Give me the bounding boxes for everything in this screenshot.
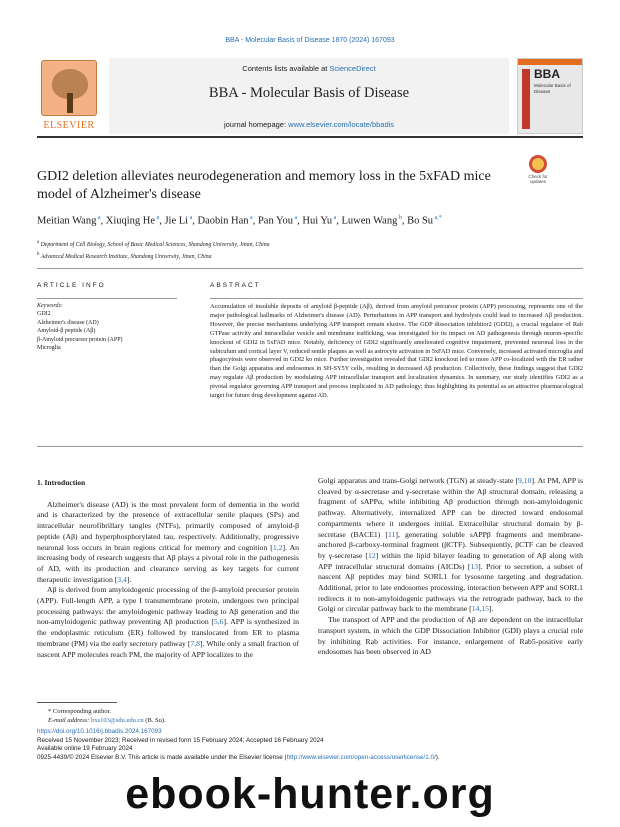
body-paragraph: Golgi apparatus and trans-Golgi network (TGN) at steady-state [9,10]. At PM, APP is cleaved by α-secretase and γ-secretase within the Aβ structural domain, releasing a fragment of sAPPα, while inhibiting Aβ production through non-amyloidogenic pathway. Alternatively, internalized APP can be directed toward endosomal compartments where it undergoes initial. Extracellular structural domain by β-secretase (BACE1) [11], generating soluble sAPPβ fragments and membrane-anchored β-carboxy-terminal fragment (βCTF). Subsequently, βCTF can be cleaved by γ-secretase [12] within the lipid bilayer leading to generation of Aβ along with APP intracellular structural domains (AICDs) [13]. Prior to secretion, a subset of nascent Aβ peptides may bind SORL1 for lysosome targeting and degradation. Additional, prior to late endosomes processing, interaction between APP and SORL1 redirects it to non-amyloidogenic pathways via the retrograde pathway, back to the Golgi or circular pathway back to the membrane [14,15].	[318, 476, 583, 614]
citation-link[interactable]: 11	[387, 529, 396, 539]
running-head[interactable]: BBA - Molecular Basis of Disease 1870 (2024) 167093	[225, 37, 395, 44]
footnote-rule	[37, 702, 117, 703]
crossmark-button[interactable]	[523, 155, 553, 189]
watermark-text: ebook-hunter.org	[125, 770, 495, 818]
author-affiliation-marker[interactable]: a	[332, 215, 337, 221]
doi-link[interactable]: https://doi.org/10.1016/j.bbadis.2024.167093	[37, 728, 162, 735]
citation-link[interactable]: 13	[470, 561, 479, 571]
cover-accent-bar	[518, 59, 582, 65]
author-name[interactable]: Pan You	[257, 215, 293, 227]
available-online: Available online 19 February 2024	[37, 745, 133, 753]
author-name[interactable]: Hui Yu	[302, 215, 333, 227]
author-affiliation-marker[interactable]: a	[188, 215, 193, 221]
homepage-link[interactable]: www.elsevier.com/locate/bbadis	[288, 120, 395, 129]
keyword-item[interactable]: Alzheimer's disease (AD)	[37, 319, 99, 326]
author-name[interactable]: Jie Li	[164, 215, 189, 227]
keywords-block	[37, 298, 177, 352]
license-link[interactable]: http://www.elsevier.com/open-access/userlicense/1.0/	[286, 753, 436, 761]
citation-link[interactable]: 7,8	[190, 638, 200, 648]
journal-masthead	[37, 58, 583, 138]
keyword-item[interactable]: Microglia	[37, 345, 61, 352]
citation-link[interactable]: 5,6	[213, 617, 224, 627]
article-metadata	[37, 728, 583, 762]
journal-name: BBA - Molecular Basis of Disease	[208, 85, 410, 101]
citation-link[interactable]: 9,10	[518, 476, 532, 485]
crossmark-icon	[529, 155, 547, 173]
author-affiliation-marker[interactable]: a	[248, 215, 253, 221]
body-paragraph: Aβ is derived from amyloidogenic processing of the β-amyloid precursor protein (APP). Full-length APP, a type I transmembrane protein, undergoes two principal processing pathways: the amyloidogenic pathway leading to Aβ generation and the non-amyloidogenic pathway preventing Aβ production [5,6]. APP is synthesized in the endoplasmic reticulum (ER) followed by translocated from ER to plasma membrane (PM) via the early secretory pathway [7,8]. While only a small fraction of nascent APP molecules reach PM, the majority of APP localizes to the	[37, 585, 299, 659]
footnote-marker: *	[48, 708, 52, 715]
keyword-item[interactable]: β-Amyloid precursor protein (APP)	[37, 336, 123, 343]
author-name[interactable]: Daobin Han	[197, 215, 249, 227]
cover-title: BBA	[534, 67, 560, 81]
contents-prefix: Contents lists available at	[242, 64, 330, 73]
elsevier-logo[interactable]	[37, 58, 101, 134]
citation-link[interactable]: 1,2	[272, 542, 283, 552]
author-affiliation-marker[interactable]: a	[293, 215, 298, 221]
affiliation-a: $^a$ Department of Cell Biology, School of Basic Medical Sciences, Shandong University, Jinan, China	[37, 240, 270, 248]
author-list: Meitian Wang $^a$, Xiuqing He $^a$, Jie Li $^a$, Daobin Han $^a$, Pan You $^a$, Hui Yu $^a$, Luwen Wang $^b$, Bo Su $^{a,*}$	[37, 215, 442, 227]
received-dates: Received 15 November 2023; Received in revised form 15 February 2024; Accepted 16 February 2024	[37, 736, 324, 744]
homepage-line	[109, 120, 509, 129]
body-column-left	[37, 478, 299, 660]
author-name[interactable]: Luwen Wang	[341, 215, 398, 227]
journal-info-box	[109, 58, 509, 134]
citation-link[interactable]: 12	[367, 550, 376, 560]
author-affiliation-marker[interactable]: b	[397, 215, 402, 221]
keywords-label: Keywords:	[37, 303, 63, 309]
journal-cover-thumbnail[interactable]	[517, 58, 583, 134]
abstract-heading: ABSTRACT	[210, 282, 261, 289]
author-affiliation-marker[interactable]: a	[155, 215, 160, 221]
citation-link[interactable]: 14,15	[471, 604, 489, 614]
affiliation-b: $^b$ Advanced Medical Research Institute, Shandong University, Jinan, China	[37, 251, 212, 260]
body-paragraph: The transport of APP and the production of Aβ are dependent on the intracellular transport system, in which the GDP Dissociation Inhibitor (GDI) plays a crucial role by inhibiting Rab activities. For instance, enlargement of Rab5-positive early endosomes has been observed in AD	[318, 615, 583, 657]
crossmark-label: Check for updates	[528, 174, 548, 184]
footnote-label: Corresponding author.	[52, 708, 112, 715]
citation-link[interactable]: 3,4	[117, 574, 127, 584]
header-divider	[37, 268, 583, 269]
abstract-divider	[37, 446, 583, 447]
watermark-banner	[0, 764, 620, 827]
author-name[interactable]: Xiuqing He	[105, 215, 156, 227]
keyword-item[interactable]: GDI2	[37, 311, 51, 318]
corresponding-author-footnote	[48, 707, 348, 725]
homepage-prefix: journal homepage:	[223, 120, 289, 129]
author-affiliation-marker[interactable]: a	[96, 215, 101, 221]
cover-subtitle: Molecular Basis of Disease	[534, 83, 571, 94]
email-link[interactable]: bxs103@sdu.edu.cn	[91, 717, 144, 724]
affiliations	[37, 238, 583, 262]
body-column-right	[318, 476, 583, 658]
article-info-heading: ARTICLE INFO	[37, 282, 106, 289]
article-title: GDI2 deletion alleviates neurodegeneration and memory loss in the 5xFAD mice model of Alzheimer's disease	[37, 169, 491, 202]
section-title: 1. Introduction	[37, 478, 86, 487]
keyword-item[interactable]: Amyloid-β peptide (Aβ)	[37, 328, 96, 335]
contents-line	[109, 64, 509, 73]
author-name[interactable]: Bo Su	[407, 215, 434, 227]
email-label: E-mail address:	[48, 717, 90, 724]
cover-side-stripe	[522, 69, 530, 129]
license-line: 0925-4439/© 2024 Elsevier B.V. This article is made available under the Elsevier license (http://www.elsevier.com/open-access/userlicense/1.0/).	[37, 753, 440, 761]
body-paragraph: Alzheimer's disease (AD) is the most prevalent form of dementia in the world and is characterized by the presence of extracellular senile plaques (SPs) and intracellular neurofibrillary tangles (NTFs), primarily composed of amyloid-β peptide (Aβ) and hyperphosphorylated tau, respectively. Additionally, progressive neuronal loss occurs in brain regions critical for memory and cognition [1,2]. An increasing body of research suggests that Aβ plays a pivotal role in the pathogenesis of AD, with its production and clearance serving as key targets for current therapeutic investigation [3,4].	[37, 499, 300, 584]
author-name[interactable]: Meitian Wang	[37, 215, 97, 227]
abstract-text: Accumulation of insoluble deposits of amyloid β-peptide (Aβ), derived from amyloid precursor protein (APP) processing, represents one of the major pathological hallmarks of Alzheimer's disease (AD). Perturbations in APP transport and hydrolysis could lead to increased Aβ production. However, the precise mechanisms underlying APP transport remain elusive. The GDP dissociation inhibitor2 (GDI2), a crucial regulator of Rab GTPase activity and intracellular vesicle and membrane trafficking, was investigated for its impact on AD pathogenesis through neuron-specific knockout of GDI2 in 5xFAD mice. Notably, deficiency of GDI2 significantly ameliorated cognitive impairment, prevented neuronal loss in the subiculum and cortical layer V, reduced senile plaques as well as astrocyte activation in 5xFAD mice. Conversely, increased activated microglia and phagocytosis were observed in GDI2 ko mice. Further investigation revealed that GDI2 knockout led to more APP co-localized with the ER rather than the Golgi apparatus and endosomes in SH-SY5Y cells, resulting in decreased Aβ production. Collectively, these findings suggest that GDI2 may regulate Aβ production by modulating APP intracellular transport and localization dynamics. In summary, our study identifies GDI2 as a pivotal regulator governing APP transport and process implicated in AD pathology; thus highlighting its potential as an attractive pharmacological target for future drug development against AD.	[210, 298, 583, 401]
publisher-name: ELSEVIER	[43, 120, 95, 131]
sciencedirect-link[interactable]: ScienceDirect	[329, 64, 376, 73]
author-affiliation-marker[interactable]: a,*	[433, 215, 442, 221]
tree-logo-icon	[41, 60, 97, 116]
email-suffix: (B. Su).	[145, 717, 166, 724]
